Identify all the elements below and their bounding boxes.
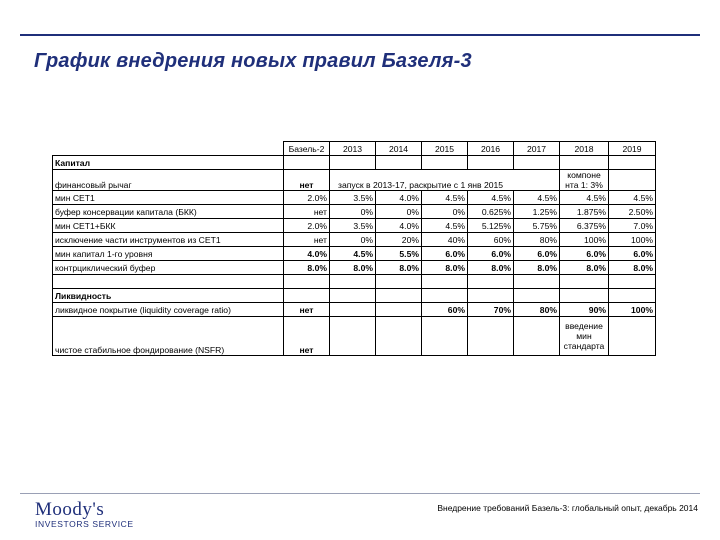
table-cell: 4.0% bbox=[376, 219, 422, 233]
table-cell: 6.0% bbox=[468, 247, 514, 261]
logo-sub: INVESTORS SERVICE bbox=[35, 519, 134, 529]
header-row bbox=[53, 142, 656, 156]
table-cell: нет bbox=[284, 233, 330, 247]
table-cell: нет bbox=[284, 317, 330, 356]
table-cell: 2.50% bbox=[609, 205, 656, 219]
table-cell: 8.0% bbox=[560, 261, 609, 275]
table-cell: 8.0% bbox=[609, 261, 656, 275]
table-cell: 100% bbox=[560, 233, 609, 247]
moodys-logo bbox=[35, 500, 135, 529]
header-cell: 2016 bbox=[468, 142, 514, 156]
header-cell: Базель-2 bbox=[284, 142, 330, 156]
table-cell: 70% bbox=[468, 303, 514, 317]
table-cell: 6.0% bbox=[514, 247, 560, 261]
table-cell: 60% bbox=[468, 233, 514, 247]
table-cell: 0% bbox=[330, 205, 376, 219]
table-cell: нет bbox=[284, 303, 330, 317]
table-cell: 6.0% bbox=[560, 247, 609, 261]
table-row-leverage bbox=[53, 170, 656, 191]
page-title: График внедрения новых правил Базеля-3 bbox=[34, 50, 472, 72]
table-cell bbox=[376, 303, 422, 317]
table-cell: 5.75% bbox=[514, 219, 560, 233]
table-cell: 8.0% bbox=[376, 261, 422, 275]
row-label: контрциклический буфер bbox=[53, 261, 284, 275]
spacer-row bbox=[53, 275, 656, 289]
table-cell: 5.125% bbox=[468, 219, 514, 233]
table-cell: 4.0% bbox=[376, 191, 422, 205]
table-row-lcr bbox=[53, 303, 656, 317]
table-cell: 100% bbox=[609, 233, 656, 247]
table-cell: 20% bbox=[376, 233, 422, 247]
table-cell bbox=[330, 303, 376, 317]
section-row-liquidity bbox=[53, 289, 656, 303]
row-label: мин капитал 1-го уровня bbox=[53, 247, 284, 261]
table-cell: 8.0% bbox=[422, 261, 468, 275]
table-cell: 3.5% bbox=[330, 219, 376, 233]
table-cell: 90% bbox=[560, 303, 609, 317]
table-cell: нет bbox=[284, 170, 330, 191]
table-row-nsfr bbox=[53, 317, 656, 356]
table-cell: 7.0% bbox=[609, 219, 656, 233]
table-cell: введение мин стандарта bbox=[560, 317, 609, 356]
row-label: мин CET1+БКК bbox=[53, 219, 284, 233]
table-cell: 4.0% bbox=[284, 247, 330, 261]
table-cell: 5.5% bbox=[376, 247, 422, 261]
table-row bbox=[53, 191, 656, 205]
header-cell: 2014 bbox=[376, 142, 422, 156]
basel-table-wrap bbox=[52, 141, 656, 356]
table-cell: 8.0% bbox=[284, 261, 330, 275]
table-cell: 1.25% bbox=[514, 205, 560, 219]
table-cell: 6.375% bbox=[560, 219, 609, 233]
table-row bbox=[53, 205, 656, 219]
table-cell: 100% bbox=[609, 303, 656, 317]
table-cell bbox=[609, 170, 656, 191]
section-label-liquidity: Ликвидность bbox=[53, 289, 284, 303]
header-cell: 2017 bbox=[514, 142, 560, 156]
table-cell: 8.0% bbox=[468, 261, 514, 275]
row-label: буфер консервации капитала (БКК) bbox=[53, 205, 284, 219]
table-cell: 0% bbox=[376, 205, 422, 219]
table-cell: 80% bbox=[514, 303, 560, 317]
table-cell: нет bbox=[284, 205, 330, 219]
table-cell: 6.0% bbox=[422, 247, 468, 261]
row-label: финансовый рычаг bbox=[53, 170, 284, 191]
section-row-capital bbox=[53, 156, 656, 170]
header-cell: 2015 bbox=[422, 142, 468, 156]
table-cell: 8.0% bbox=[330, 261, 376, 275]
table-cell: 4.5% bbox=[422, 191, 468, 205]
footer-text: Внедрение требований Базель-3: глобальный опыт, декабрь 2014 bbox=[437, 503, 698, 513]
basel-table bbox=[52, 141, 656, 356]
row-label: чистое стабильное фондирование (NSFR) bbox=[53, 317, 284, 356]
row-label: исключение части инструментов из CET1 bbox=[53, 233, 284, 247]
row-label: ликвидное покрытие (liquidity coverage ratio) bbox=[53, 303, 284, 317]
table-row bbox=[53, 247, 656, 261]
table-cell: 4.5% bbox=[514, 191, 560, 205]
table-cell: 40% bbox=[422, 233, 468, 247]
table-cell: 8.0% bbox=[514, 261, 560, 275]
table-cell: 60% bbox=[422, 303, 468, 317]
table-cell: 80% bbox=[514, 233, 560, 247]
table-cell: 4.5% bbox=[422, 219, 468, 233]
table-row bbox=[53, 261, 656, 275]
top-rule bbox=[20, 34, 700, 36]
table-row bbox=[53, 219, 656, 233]
bottom-rule bbox=[20, 493, 700, 494]
header-cell: 2019 bbox=[609, 142, 656, 156]
table-cell: 2.0% bbox=[284, 191, 330, 205]
table-row bbox=[53, 233, 656, 247]
leverage-note: запуск в 2013-17, раскрытие с 1 янв 2015 bbox=[330, 170, 560, 191]
table-cell: 6.0% bbox=[609, 247, 656, 261]
table-cell: 0% bbox=[330, 233, 376, 247]
table-cell: 0.625% bbox=[468, 205, 514, 219]
table-cell: 1.875% bbox=[560, 205, 609, 219]
header-cell: 2018 bbox=[560, 142, 609, 156]
table-cell: 3.5% bbox=[330, 191, 376, 205]
table-cell: 2.0% bbox=[284, 219, 330, 233]
table-cell: 4.5% bbox=[330, 247, 376, 261]
table-cell: компоне нта 1: 3% bbox=[560, 170, 609, 191]
header-corner bbox=[53, 142, 284, 156]
table-cell: 4.5% bbox=[609, 191, 656, 205]
logo-main: Moody's bbox=[35, 499, 105, 520]
table-cell: 4.5% bbox=[560, 191, 609, 205]
table-cell: 0% bbox=[422, 205, 468, 219]
section-label-capital: Капитал bbox=[53, 156, 284, 170]
row-label: мин CET1 bbox=[53, 191, 284, 205]
table-cell: 4.5% bbox=[468, 191, 514, 205]
header-cell: 2013 bbox=[330, 142, 376, 156]
